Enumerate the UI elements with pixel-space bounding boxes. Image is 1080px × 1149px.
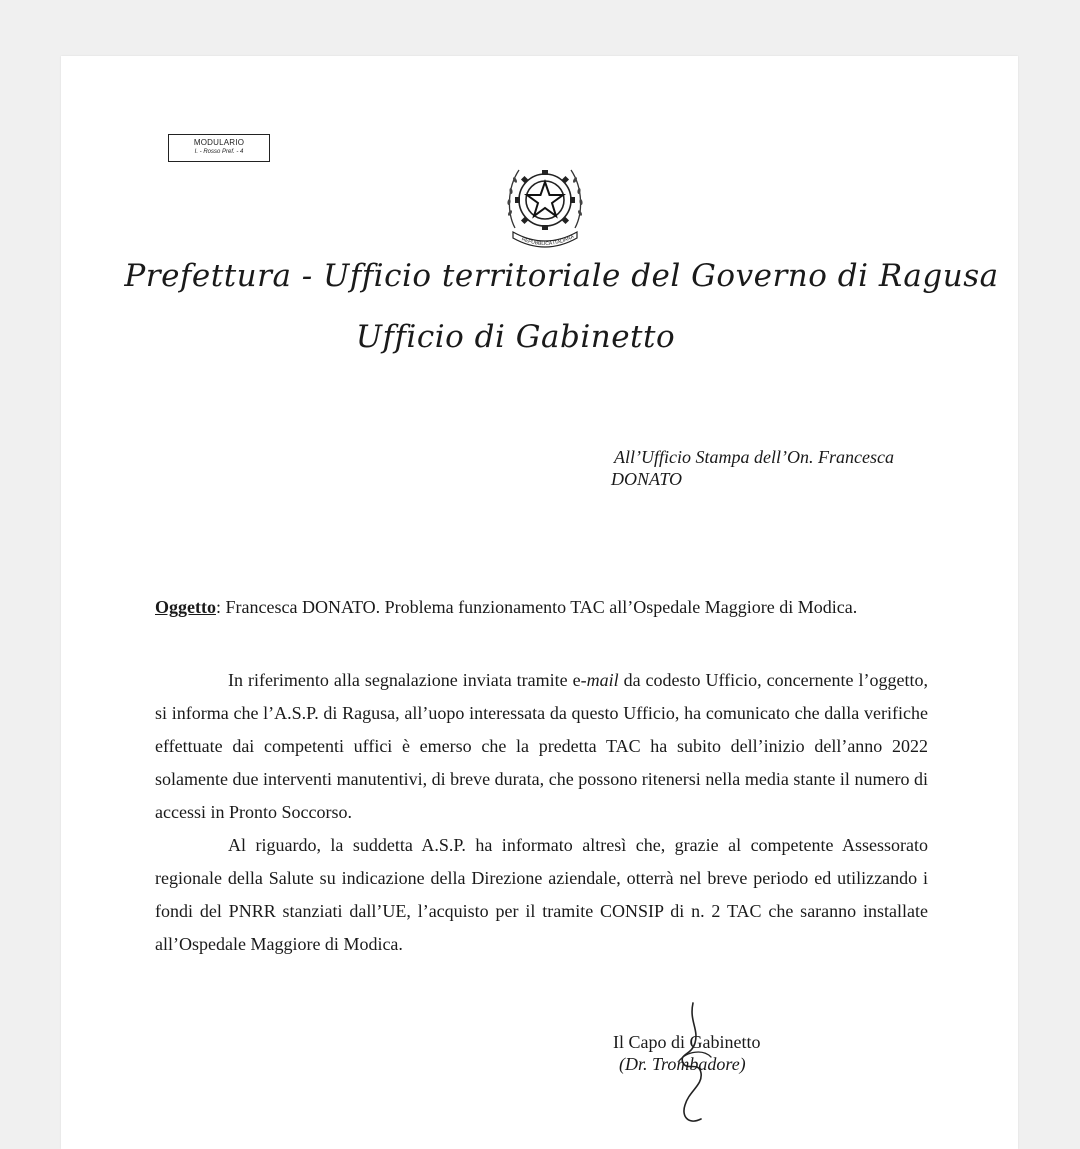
letter-body bbox=[155, 664, 928, 961]
italian-republic-emblem-icon bbox=[501, 158, 589, 248]
signature-title: Il Capo di Gabinetto bbox=[613, 1032, 761, 1052]
signature-name: (Dr. Trombadore) bbox=[619, 1054, 746, 1074]
modulario-title: MODULARIO bbox=[193, 138, 245, 147]
body-paragraph-2: Al riguardo, la suddetta A.S.P. ha informato altresì che, grazie al competente Assessorato regionale della Salute su indicazione della Direzione aziendale, otterrà nel breve periodo ed utilizzando i fondi del PNRR stanziati dall’UE, l’acquisto per il tramite CONSIP di n. 2 TAC che saranno installate all’Ospedale Maggiore di Modica. bbox=[155, 835, 928, 954]
recipient-address bbox=[611, 446, 944, 490]
body-paragraph-1 bbox=[155, 664, 928, 829]
subject-label: Oggetto bbox=[155, 597, 216, 617]
subject-line bbox=[155, 596, 955, 618]
subject-colon: : bbox=[215, 597, 221, 617]
recipient-line-1: All’Ufficio Stampa dell’On. Francesca bbox=[614, 447, 894, 467]
document-page bbox=[61, 56, 1018, 1149]
letterhead-prefecture: Prefettura - Ufficio territoriale del Governo di Ragusa bbox=[124, 258, 999, 294]
body-paragraph-1-part-1: In riferimento alla segnalazione inviata tramite e- bbox=[228, 670, 587, 690]
signature-block bbox=[613, 1031, 853, 1075]
subject-text: Francesca DONATO. Problema funzionamento TAC all’Ospedale Maggiore di Modica. bbox=[221, 597, 858, 617]
modulario-code: I. - Rosso Pref. - 4 bbox=[194, 149, 244, 155]
body-paragraph-1-emphasis: mail bbox=[586, 670, 619, 690]
modulario-stamp bbox=[168, 134, 270, 162]
letterhead-office: Ufficio di Gabinetto bbox=[355, 319, 676, 355]
body-paragraph-1-part-2: da codesto Ufficio, concernente l’oggetto, si informa che l’A.S.P. di Ragusa, all’uopo interessata da questo Ufficio, ha comunicato che dalla verifiche effettuate dai competenti uffici è emerso che la predetta TAC ha subito dell’inizio dell’anno 2022 solamente due interventi manutentivi, di breve durata, che possono ritenersi nella media stante il numero di accessi in Pronto Soccorso. bbox=[155, 670, 928, 822]
emblem-ribbon-text: REPUBBLICA ITALIANA bbox=[520, 233, 576, 248]
recipient-line-2: DONATO bbox=[611, 469, 683, 489]
